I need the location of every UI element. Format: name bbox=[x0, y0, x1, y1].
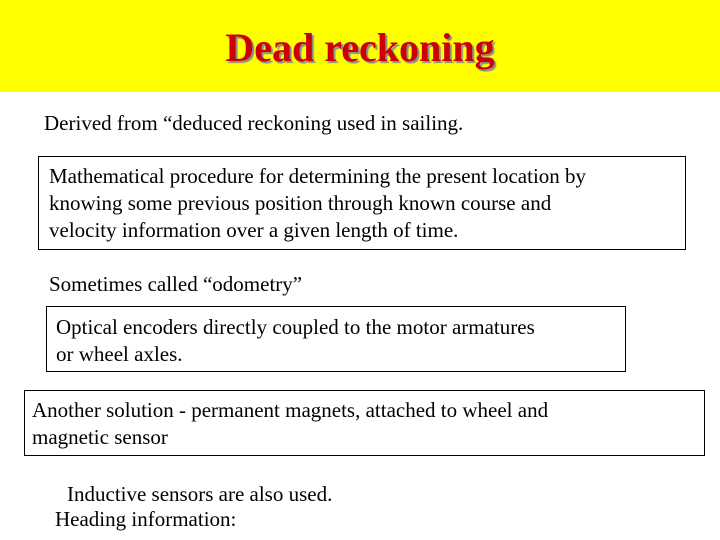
inductive-text: Inductive sensors are also used. bbox=[67, 482, 333, 506]
definition-line-2: knowing some previous position through known course and bbox=[49, 191, 552, 215]
encoders-line-1: Optical encoders directly coupled to the motor armatures bbox=[56, 315, 535, 339]
heading-text: Heading information: bbox=[55, 507, 237, 531]
definition-box bbox=[38, 156, 686, 250]
magnets-line-1: Another solution - permanent magnets, attached to wheel and bbox=[32, 398, 549, 422]
derived-text: Derived from “deduced reckoning used in sailing. bbox=[44, 111, 464, 135]
odometry-text: Sometimes called “odometry” bbox=[49, 272, 303, 296]
encoders-box bbox=[46, 306, 626, 372]
slide-title: Dead reckoning bbox=[225, 25, 495, 70]
magnets-box bbox=[24, 390, 705, 456]
magnets-line-2: magnetic sensor bbox=[32, 425, 168, 449]
definition-line-1: Mathematical procedure for determining the present location by bbox=[49, 164, 587, 188]
definition-line-3: velocity information over a given length of time. bbox=[49, 218, 459, 242]
encoders-line-2: or wheel axles. bbox=[56, 342, 183, 366]
